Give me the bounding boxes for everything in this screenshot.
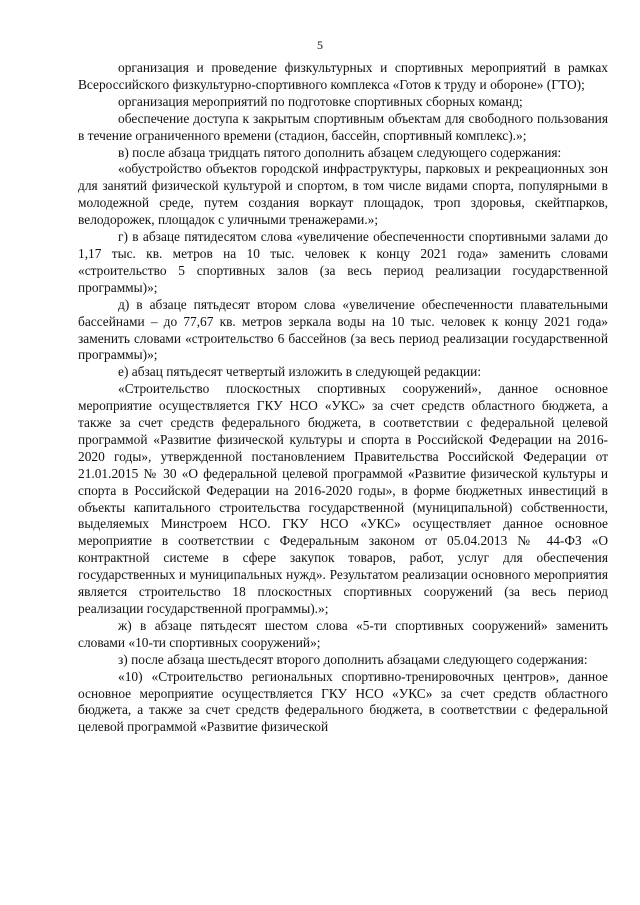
paragraph: организация мероприятий по подготовке спортивных сборных команд; — [118, 93, 523, 109]
paragraph: г) в абзаце пятидесятом слова «увеличение обеспеченности спортивными залами до 1,17 тыс. кв. метров на 10 тыс. человек к концу 2021 года» заменить словами «строительство 5 спортивных залов (за весь период реализации государственной программы)»; — [78, 229, 608, 295]
paragraph: ж) в абзаце пятьдесят шестом слова «5-ти спортивных сооружений» заменить словами «10-ти спортивных сооружений»; — [78, 617, 608, 650]
paragraph: «Строительство плоскостных спортивных сооружений», данное основное мероприятие осуществляется ГКУ НСО «УКС» за счет средств областного бюджета, а также за счет средств федерального бюджета, в соответствии с федеральной целевой программой «Развитие физической культуры и спорта в Российской Федерации на 2016-2020 годы», утвержденной постановлением Правительства Российской Федерации от 21.01.2015 № 30 «О федеральной целевой программой «Развитие физической культуры и спорта в Российской Федерации на 2016-2020 годы», в форме бюджетных инвестиций в объекты капитального строительства государственной (муниципальной) собственности, выделяемых Минстроем НСО. ГКУ НСО «УКС» осуществляет данное основное мероприятие в соответствии с Федеральным законом от 05.04.2013 № 44-ФЗ «О контрактной системе в сфере закупок товаров, работ, услуг для обеспечения государственных и муниципальных нужд». Результатом реализации основного мероприятия является строительство 18 плоскостных спортивных сооружений (за весь период реализации государственной программы).»; — [78, 381, 608, 616]
page-number: 5 — [317, 38, 323, 52]
paragraph: организация и проведение физкультурных и спортивных мероприятий в рамках Всероссийского физкультурно-спортивного комплекса «Готов к труду и обороне» (ГТО); — [78, 60, 608, 92]
document-body — [78, 60, 608, 736]
paragraph: «10) «Строительство региональных спортивно-тренировочных центров», данное основное мероприятие осуществляется ГКУ НСО «УКС» за счет средств областного бюджета, а также за счет средств федерального бюджета, в соответствии с федеральной целевой программой «Развитие физической — [78, 668, 608, 735]
paragraph: е) абзац пятьдесят четвертый изложить в следующей редакции: — [118, 364, 482, 380]
paragraph: «обустройство объектов городской инфраструктуры, парковых и рекреационных зон для занятий физической культурой и спортом, в том числе видами спорта, популярными в молодежной среде, путем создания воркаут площадок, троп здоровья, скейтпарков, велодорожек, площадок с уличными тренажерами.»; — [78, 161, 608, 228]
paragraph: обеспечение доступа к закрытым спортивным объектам для свободного пользования в течение ограниченного времени (стадион, бассейн, спортивный комплекс).»; — [78, 110, 608, 143]
paragraph: в) после абзаца тридцать пятого дополнить абзацем следующего содержания: — [118, 144, 562, 160]
paragraph: з) после абзаца шестьдесят второго дополнить абзацами следующего содержания: — [118, 651, 588, 667]
paragraph: д) в абзаце пятьдесят втором слова «увеличение обеспеченности плавательными бассейнами – до 77,67 кв. метров зеркала воды на 10 тыс. человек к концу 2021 года» заменить словами «строительство 6 бассейнов (за весь период реализации государственной программы)»; — [78, 296, 608, 363]
